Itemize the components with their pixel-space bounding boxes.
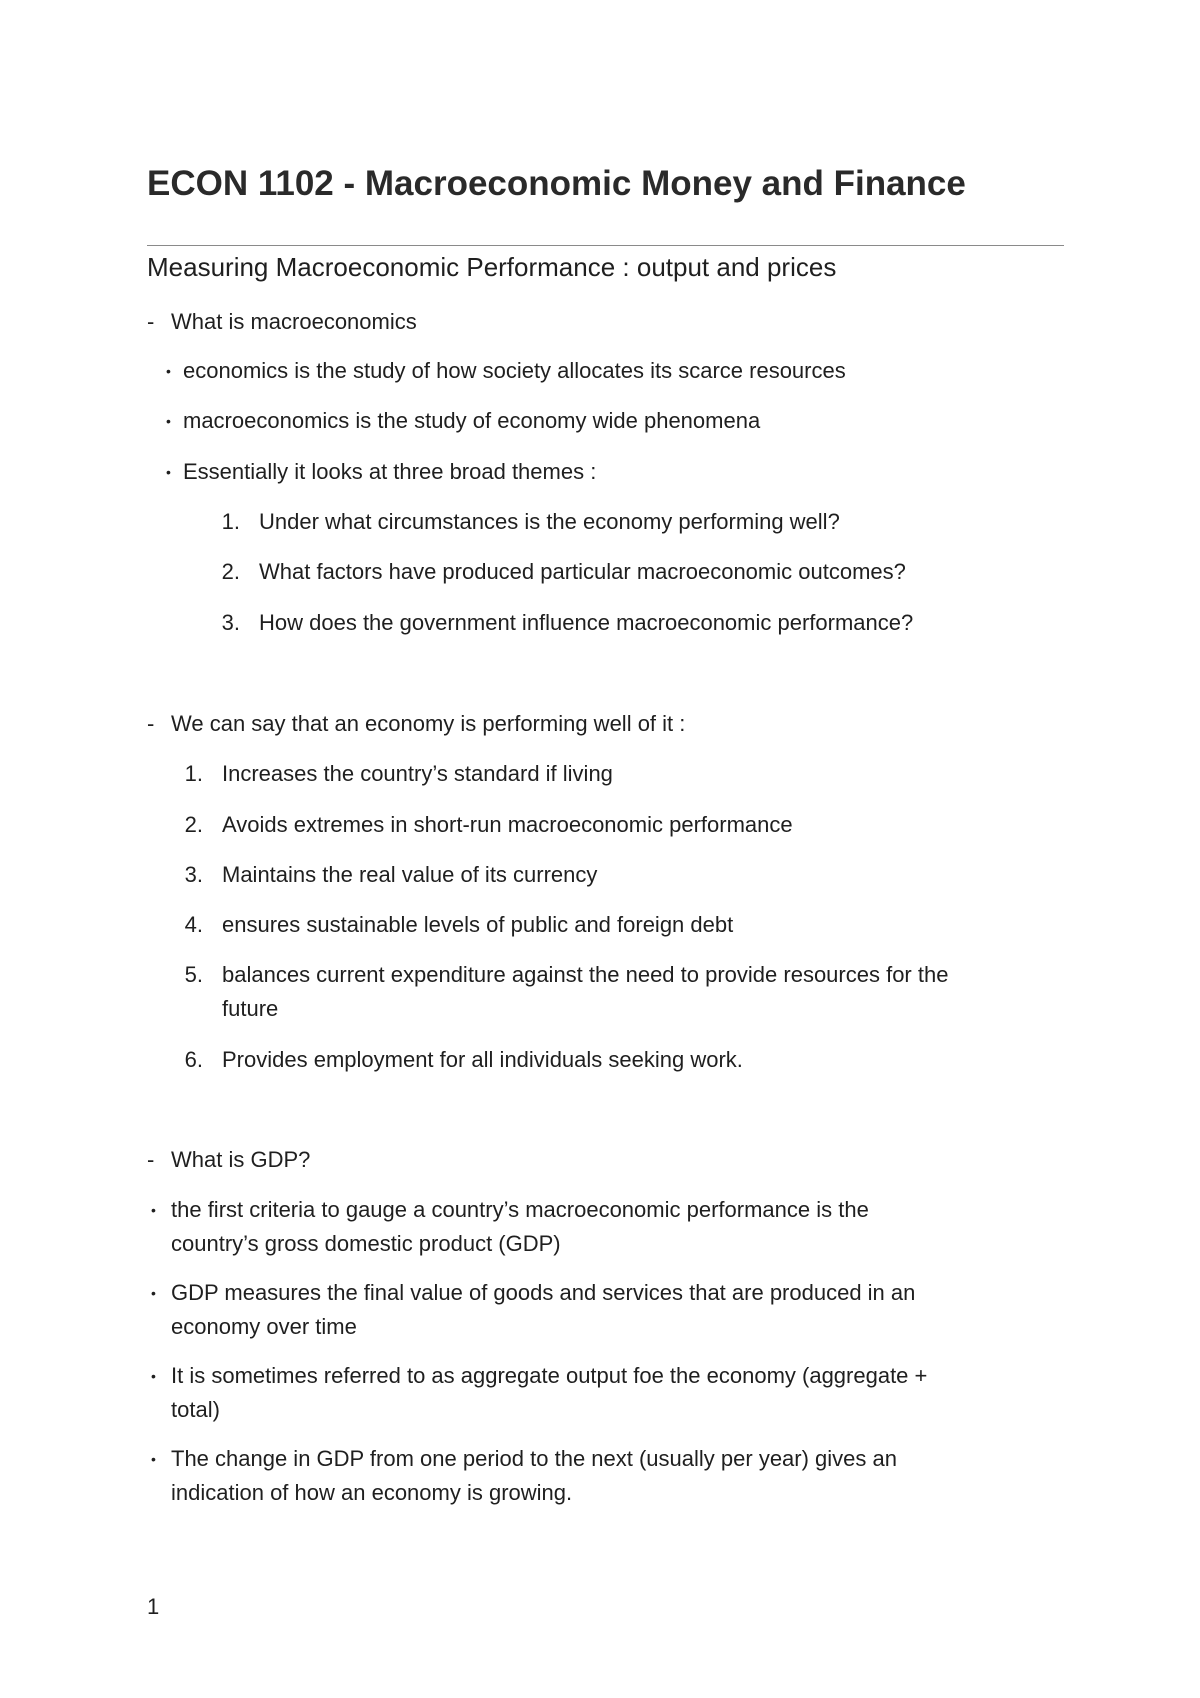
list-item-continuation: total) — [171, 1397, 220, 1422]
list-item: It is sometimes referred to as aggregate output foe the economy (aggregate + — [171, 1363, 928, 1388]
list-number: 4. — [184, 912, 203, 937]
list-item: economics is the study of how society allocates its scarce resources — [183, 358, 846, 383]
list-item-continuation: future — [222, 996, 279, 1021]
list-item: What factors have produced particular macroeconomic outcomes? — [259, 559, 906, 584]
document-title: ECON 1102 - Macroeconomic Money and Finance — [147, 164, 966, 203]
list-item: Under what circumstances is the economy performing well? — [259, 509, 840, 534]
list-item: Avoids extremes in short-run macroeconomic performance — [222, 812, 793, 837]
dash-marker: - — [147, 309, 155, 334]
list-item: balances current expenditure against the need to provide resources for the — [222, 962, 949, 987]
list-number: 3. — [221, 610, 240, 635]
list-item: ensures sustainable levels of public and foreign debt — [222, 912, 734, 937]
bullet-icon: • — [151, 1285, 156, 1301]
list-item: Increases the country’s standard if living — [222, 761, 613, 786]
dash-marker: - — [147, 1147, 155, 1172]
list-number: 1. — [184, 761, 203, 786]
list-number: 5. — [184, 962, 203, 987]
list-item: Maintains the real value of its currency — [222, 862, 598, 887]
block3-heading: What is GDP? — [171, 1147, 311, 1172]
list-item: Provides employment for all individuals seeking work. — [222, 1047, 743, 1072]
list-number: 3. — [184, 862, 203, 887]
list-item: macroeconomics is the study of economy wide phenomena — [183, 408, 761, 433]
list-item-continuation: country’s gross domestic product (GDP) — [171, 1231, 561, 1256]
list-item: the first criteria to gauge a country’s macroeconomic performance is the — [171, 1197, 869, 1222]
bullet-icon: • — [166, 363, 171, 379]
list-item: Essentially it looks at three broad themes : — [183, 459, 597, 484]
bullet-icon: • — [166, 413, 171, 429]
list-number: 2. — [184, 812, 203, 837]
bullet-icon: • — [151, 1202, 156, 1218]
list-item: The change in GDP from one period to the next (usually per year) gives an — [171, 1446, 897, 1471]
list-number: 6. — [184, 1047, 203, 1072]
list-item: How does the government influence macroeconomic performance? — [259, 610, 914, 635]
bullet-icon: • — [151, 1368, 156, 1384]
dash-marker: - — [147, 711, 155, 736]
list-item-continuation: indication of how an economy is growing. — [171, 1480, 573, 1505]
list-number: 1. — [221, 509, 240, 534]
bullet-icon: • — [151, 1451, 156, 1467]
list-number: 2. — [221, 559, 240, 584]
list-item-continuation: economy over time — [171, 1314, 357, 1339]
page-number: 1 — [147, 1594, 160, 1619]
section-heading: Measuring Macroeconomic Performance : output and prices — [147, 252, 837, 282]
block1-heading: What is macroeconomics — [171, 309, 417, 334]
title-divider — [147, 245, 1064, 246]
bullet-icon: • — [166, 464, 171, 480]
block2-heading: We can say that an economy is performing well of it : — [171, 711, 686, 736]
list-item: GDP measures the final value of goods and services that are produced in an — [171, 1280, 916, 1305]
